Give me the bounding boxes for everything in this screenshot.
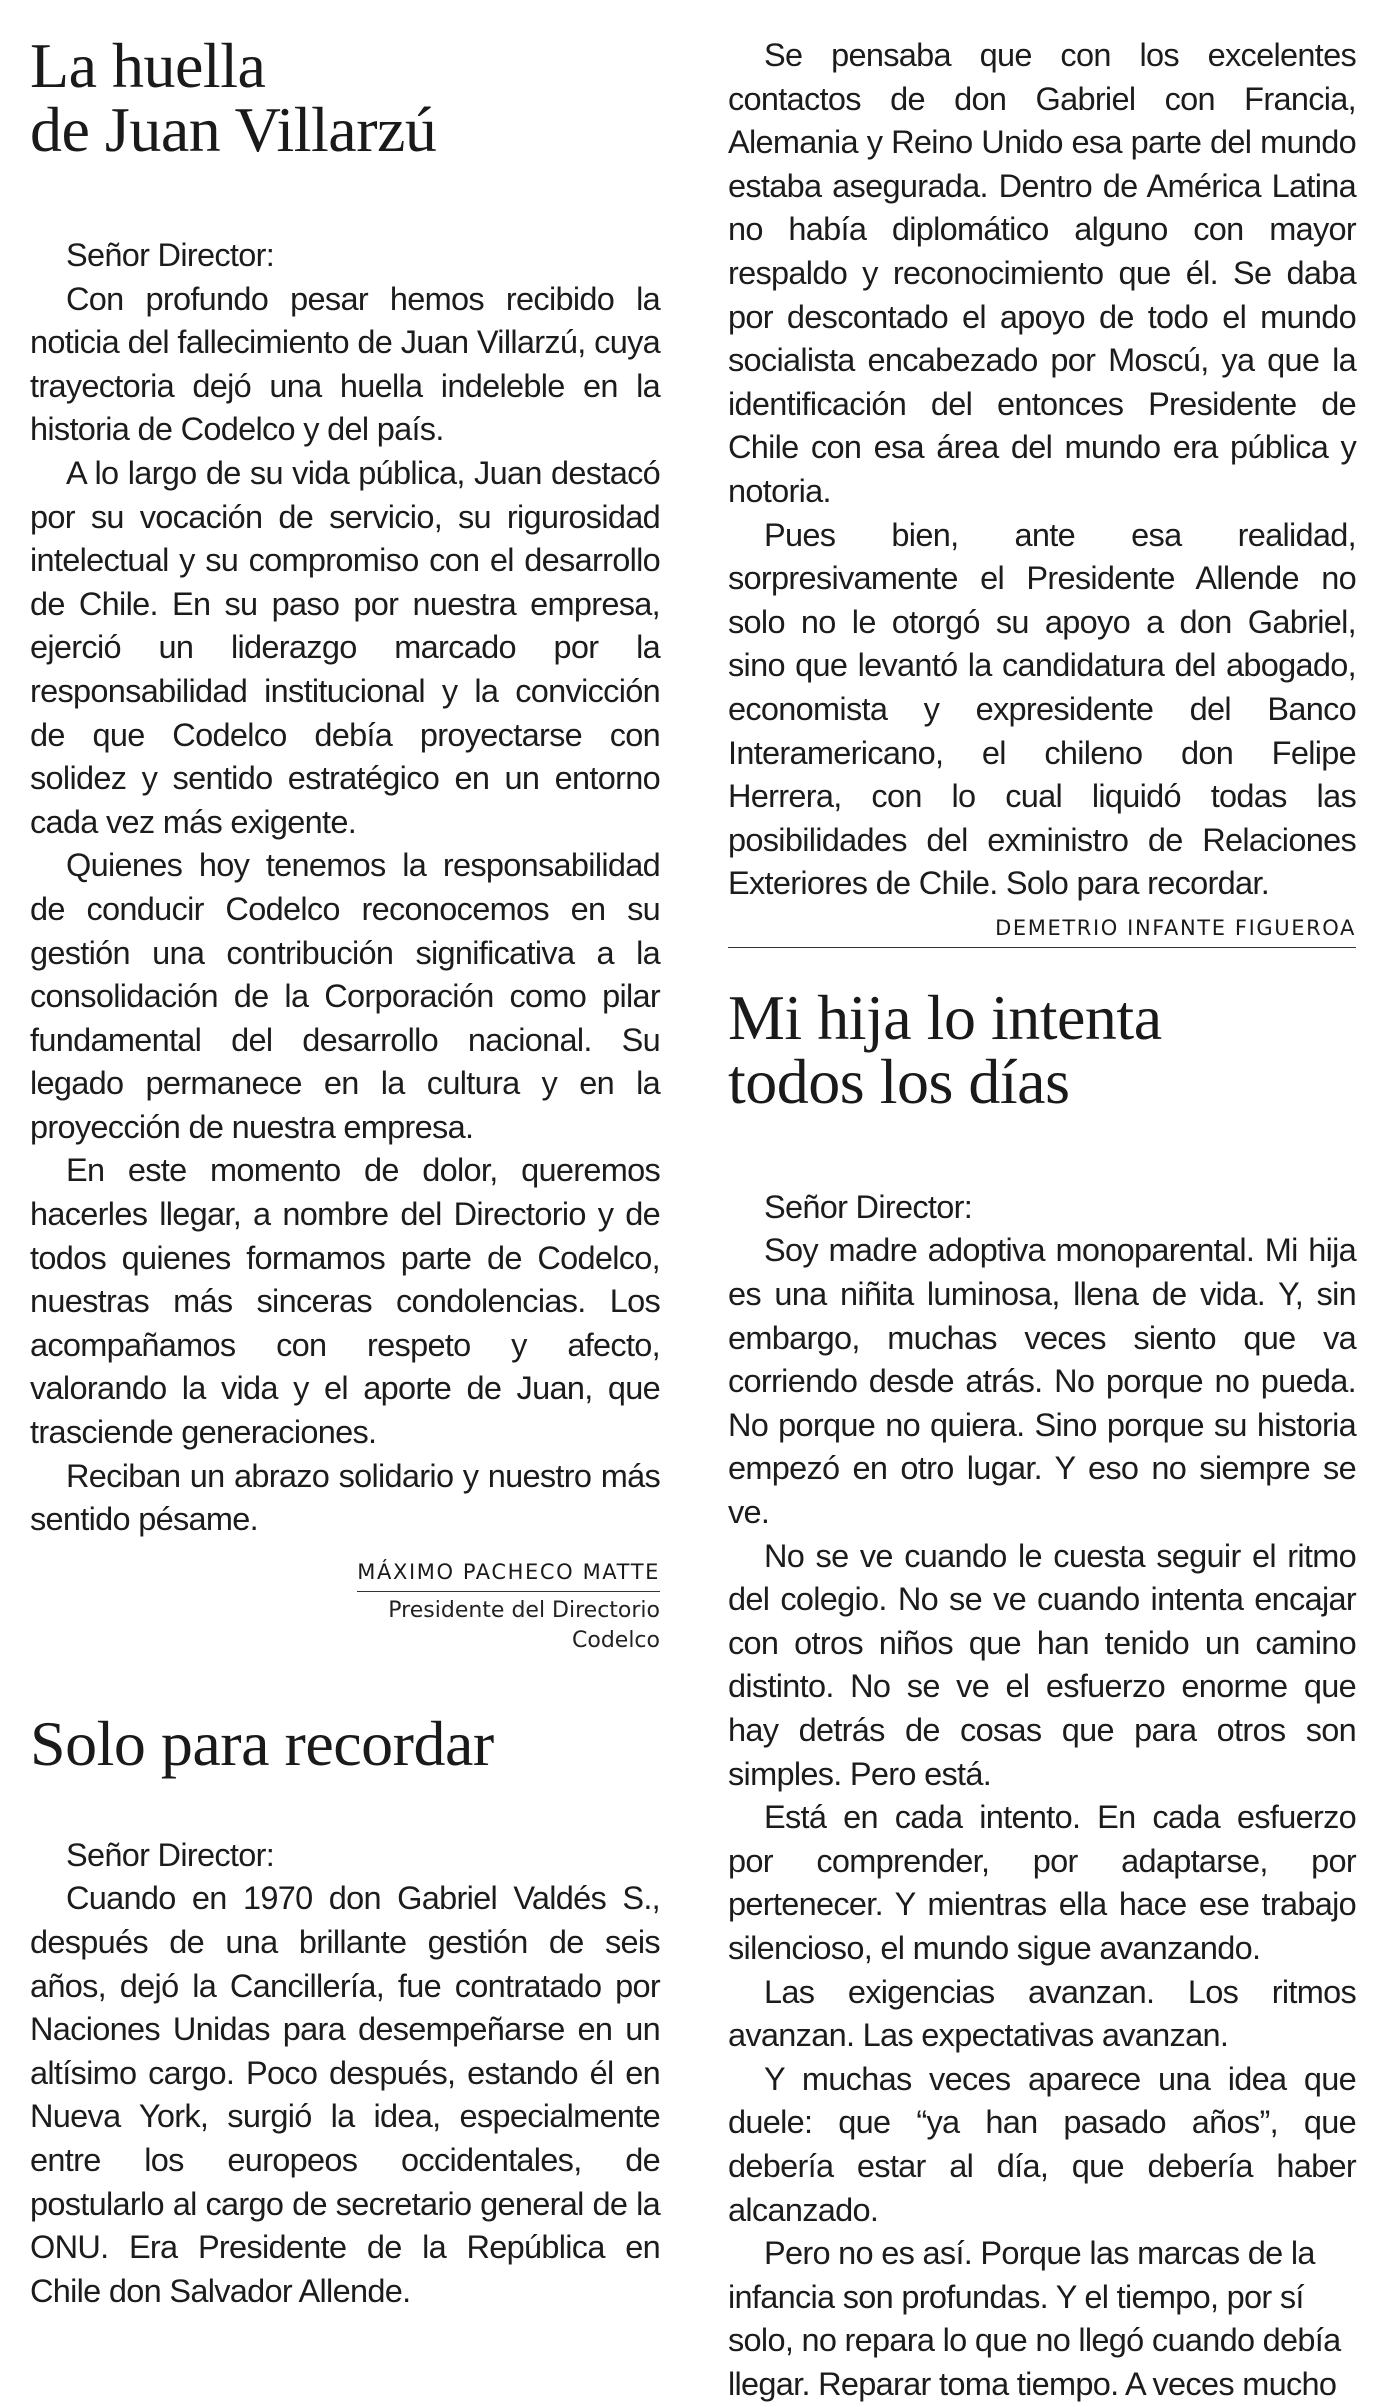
- letter-solo-para-recordar: [30, 1707, 660, 2314]
- salutation: Señor Director:: [66, 1836, 275, 1873]
- letter-title: Solo para recordar: [30, 1707, 494, 1779]
- letter-mi-hija: [728, 981, 1356, 2407]
- paragraph: Soy madre adoptiva monoparental. Mi hija es una niñita luminosa, llena de vida. Y, sin embargo, muchas veces siento que va corriendo desde atrás. No porque no pueda. No porque no quiera. Sino porque su historia empezó en otro lugar. Y eso no siempre se ve.: [728, 1232, 1356, 1531]
- right-column: [728, 0, 1356, 2407]
- salutation: Señor Director:: [764, 1188, 973, 1225]
- letter-title: [728, 981, 1356, 1117]
- signature-role-line-1: Presidente del Directorio: [388, 1597, 660, 1623]
- signature-block: [30, 1560, 660, 1656]
- paragraph: Quienes hoy tenemos la responsabilidad de conducir Codelco reconocemos en su gestión una contribución significativa a la consolidación de la Corporación como pilar fundamental del desarrollo nacional. Su legado permanece en la cultura y en la proyección de nuestra empresa.: [30, 847, 660, 1145]
- paragraph: Pero no es así. Porque las marcas de la infancia son profundas. Y el tiempo, por sí solo, no repara lo que no llegó cuando debía llegar. Reparar toma tiempo. A veces mucho: [728, 2235, 1341, 2402]
- letter-title-line-1: Mi hija lo intenta: [728, 981, 1162, 1053]
- paragraph: Con profundo pesar hemos recibido la noticia del fallecimiento de Juan Villarzú, cuya trayectoria dejó una huella indeleble en la historia de Codelco y del país.: [30, 280, 660, 448]
- paragraph: A lo largo de su vida pública, Juan destacó por su vocación de servicio, su rigurosidad intelectual y su compromiso con el desarrollo de Chile. En su paso por nuestra empresa, ejerció un liderazgo marcado por la responsabilidad institucional y la convicción de que Codelco debía proyectarse con solidez y sentido estratégico en un entorno cada vez más exigente.: [30, 454, 660, 840]
- signature-role: [30, 1596, 660, 1656]
- left-column: [30, 0, 660, 2313]
- letter-solo-para-recordar-continued: [728, 34, 1356, 948]
- letter-title-line-1: La huella: [30, 30, 266, 101]
- paragraph: En este momento de dolor, queremos hacerles llegar, a nombre del Directorio y de todos quienes formamos parte de Codelco, nuestras más sinceras condolencias. Los acompañamos con respeto y afecto, valorando la vida y el aporte de Juan, que trasciende generaciones.: [30, 1152, 660, 1451]
- paragraph: Y muchas veces aparece una idea que duele: que “ya han pasado años”, que debería estar al día, que debería haber alcanzado.: [728, 2060, 1356, 2228]
- letter-juan-villarzu: [30, 30, 660, 1656]
- signature-name: MÁXIMO PACHECO MATTE: [357, 1560, 660, 1592]
- letter-title: [30, 30, 660, 165]
- signature-block: [728, 916, 1356, 948]
- paragraph: Reciban un abrazo solidario y nuestro más sentido pésame.: [30, 1457, 660, 1538]
- letter-title-line-2: todos los días: [728, 1045, 1070, 1117]
- paragraph: Cuando en 1970 don Gabriel Valdés S., después de una brillante gestión de seis años, dejó la Cancillería, fue contratado por Naciones Unidas para desempeñarse en un altísimo cargo. Poco después, estando él en Nueva York, surgió la idea, especialmente entre los europeos occidentales, de postularlo al cargo de secretario general de la ONU. Era Presidente de la República en Chile don Salvador Allende.: [30, 1880, 660, 2309]
- salutation: Señor Director:: [66, 237, 275, 273]
- paragraph: Las exigencias avanzan. Los ritmos avanzan. Las expectativas avanzan.: [728, 1973, 1356, 2054]
- signature-role-line-2: Codelco: [572, 1627, 660, 1653]
- paragraph: Se pensaba que con los excelentes contactos de don Gabriel con Francia, Alemania y Reino Unido esa parte del mundo estaba asegurada. Dentro de América Latina no había diplomático alguno con mayor respaldo y reconocimiento que él. Se daba por descontado el apoyo de todo el mundo socialista encabezado por Moscú, ya que la identificación del entonces Presidente de Chile con esa área del mundo era pública y notoria.: [728, 37, 1356, 509]
- paragraph: Pues bien, ante esa realidad, sorpresivamente el Presidente Allende no solo no le otorgó su apoyo a don Gabriel, sino que levantó la candidatura del abogado, economista y expresidente del Banco Interamericano, el chileno don Felipe Herrera, con lo cual liquidó todas las posibilidades del exministro de Relaciones Exteriores de Chile. Solo para recordar.: [728, 516, 1356, 902]
- letter-title-line-2: de Juan Villarzú: [30, 94, 437, 165]
- paragraph: No se ve cuando le cuesta seguir el ritmo del colegio. No se ve cuando intenta encajar con otros niños que han tenido un camino distinto. No se ve el esfuerzo enorme que hay detrás de cosas que para otros son simples. Pero está.: [728, 1537, 1356, 1792]
- signature-name: DEMETRIO INFANTE FIGUEROA: [728, 916, 1356, 948]
- paragraph: Está en cada intento. En cada esfuerzo por comprender, por adaptarse, por pertenecer. Y mientras ella hace ese trabajo silencioso, el mundo sigue avanzando.: [728, 1799, 1356, 1966]
